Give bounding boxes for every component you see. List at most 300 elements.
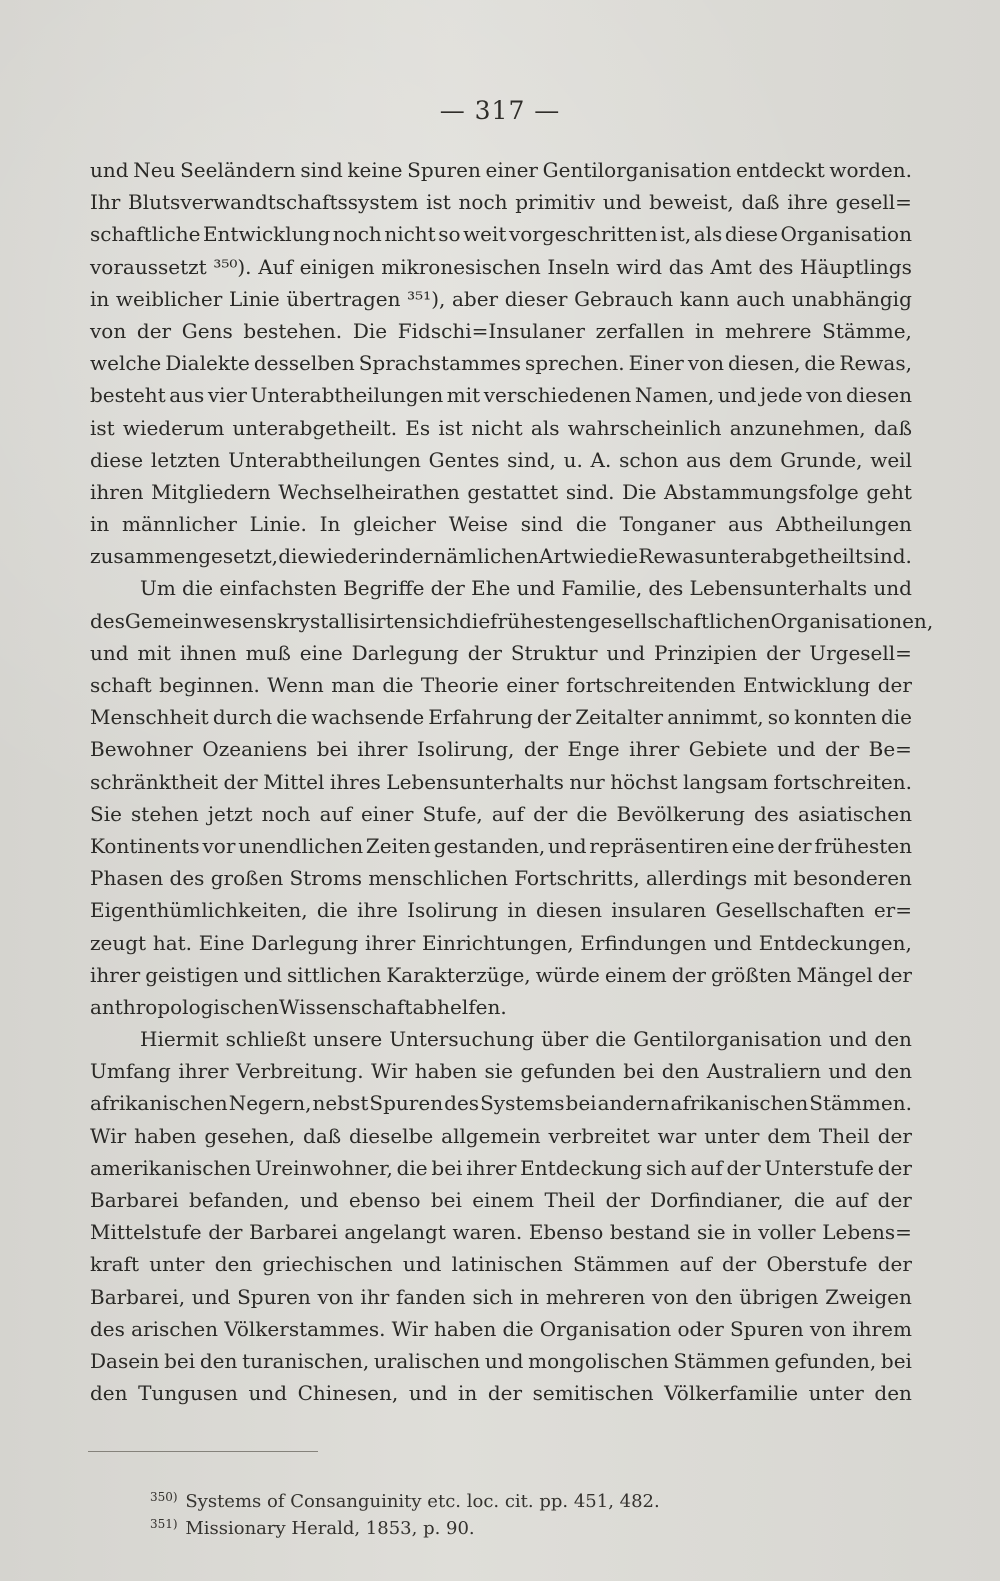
word: Lebensunterhalts — [689, 576, 868, 601]
text-line — [90, 862, 912, 894]
word: gestattet — [467, 479, 559, 504]
word: Auf — [258, 254, 293, 279]
word: der — [877, 673, 912, 697]
word: gestanden, — [433, 833, 546, 858]
word: eine — [731, 833, 775, 858]
word: unterabgetheilt — [704, 544, 863, 569]
word: Systems — [480, 1091, 565, 1116]
word: sind. — [565, 479, 615, 504]
word: Mittel — [263, 769, 325, 794]
word: der — [722, 1252, 757, 1277]
text-line — [90, 927, 912, 959]
word: als — [693, 222, 723, 247]
word: und — [873, 576, 912, 601]
word: unterabgetheilt. — [232, 415, 398, 440]
word: Lebensunterhalts — [386, 769, 564, 794]
word: auf — [491, 801, 525, 826]
footnotes — [150, 1484, 870, 1538]
word: sind. — [863, 544, 912, 569]
word: Wissenschaft — [278, 994, 413, 1019]
word: des — [444, 1091, 480, 1116]
word: Hiermit — [140, 1027, 219, 1052]
word: Unterstufe — [764, 1155, 874, 1180]
word: sittlichen — [287, 962, 382, 987]
word: Enge — [567, 737, 620, 762]
text-line — [90, 1313, 912, 1345]
word: Linie. — [249, 512, 307, 537]
word: des — [90, 1316, 125, 1341]
word: Eigenthümlichkeiten, — [90, 898, 308, 923]
word: männlicher — [122, 512, 237, 537]
text-line — [90, 637, 912, 669]
word: die — [793, 1188, 825, 1212]
word: der — [430, 576, 465, 601]
word: Fidschi=Insulaner — [397, 318, 585, 343]
word: der — [398, 544, 434, 569]
word: u. — [563, 447, 583, 472]
text-line — [90, 766, 912, 798]
text-line — [90, 540, 912, 572]
word: und — [548, 833, 587, 858]
word: uralischen — [373, 1348, 481, 1373]
word: frühesten — [490, 608, 588, 633]
word: der — [824, 737, 860, 762]
word: höchst — [610, 769, 678, 794]
word: diesen, — [728, 351, 801, 376]
word: in — [507, 898, 527, 923]
word: Struktur — [510, 640, 598, 665]
word: der — [523, 737, 559, 762]
word: Mitgliedern — [151, 479, 271, 504]
word: vier — [207, 383, 247, 408]
word: gesehen, — [204, 1123, 296, 1148]
word: der — [223, 769, 258, 794]
word: der — [777, 833, 812, 858]
word: aus — [686, 447, 722, 472]
word: der — [536, 705, 572, 730]
word: auf — [690, 1155, 723, 1180]
word: Gentilorganisation — [633, 1027, 822, 1052]
word: jetzt — [207, 801, 253, 826]
word: Stämme, — [822, 318, 912, 343]
word: und — [516, 576, 556, 601]
text-line — [90, 991, 912, 1023]
word: bei — [431, 1155, 463, 1180]
text-line — [90, 1120, 912, 1152]
word: einer — [506, 673, 559, 697]
word: von — [651, 1284, 689, 1309]
word: von — [687, 351, 725, 376]
word: sind, — [507, 447, 556, 472]
word: mit — [753, 866, 787, 891]
footnote-text: Systems of Consanguinity etc. loc. cit. pp. 451, 482. — [185, 1491, 660, 1512]
word: Gesellschaften — [715, 898, 865, 923]
text-line — [90, 669, 912, 701]
word: der — [467, 640, 502, 665]
text-line — [90, 154, 912, 186]
text-line — [90, 733, 912, 765]
word: fortschreitenden — [566, 673, 736, 697]
word: wieder — [309, 544, 380, 569]
word: beginnen. — [159, 673, 260, 697]
text-line — [90, 1055, 912, 1087]
word: Dialekte — [165, 351, 250, 376]
footnote-350 — [150, 1484, 870, 1511]
word: mehreren — [545, 1284, 646, 1309]
word: die — [316, 898, 348, 923]
word: Barbarei, — [90, 1284, 186, 1309]
word: der — [877, 1188, 912, 1212]
word: Die — [622, 479, 657, 504]
word: von — [806, 383, 843, 408]
word: Spuren — [237, 1284, 311, 1309]
word: haben — [434, 1316, 497, 1341]
word: die — [595, 1027, 627, 1052]
word: den — [214, 1252, 253, 1277]
word: sie — [697, 1220, 726, 1245]
word: bei — [316, 737, 348, 762]
word: kraft — [90, 1252, 140, 1277]
word: Verbreitung. — [236, 1059, 364, 1084]
word: Theil — [544, 1188, 596, 1212]
word: Um — [140, 576, 176, 601]
word: Darlegung — [351, 640, 459, 665]
word: Einer — [628, 351, 684, 376]
word: und — [484, 1348, 524, 1373]
word: letzten — [150, 447, 221, 472]
word: Chinesen, — [297, 1381, 399, 1406]
text-line — [90, 251, 912, 283]
word: der — [487, 1381, 523, 1406]
word: des — [169, 866, 205, 891]
word: dem — [728, 447, 773, 472]
word: menschlichen — [368, 866, 508, 891]
text-line — [90, 379, 912, 411]
word: sind — [520, 512, 564, 537]
text-line — [90, 476, 912, 508]
word: vor — [202, 833, 236, 858]
word: und — [90, 640, 129, 665]
word: Entwicklung — [202, 222, 331, 247]
word: ist — [426, 190, 451, 215]
word: Theil — [818, 1123, 870, 1148]
word: so — [438, 222, 461, 247]
text-line — [90, 1184, 912, 1216]
word: turanischen, — [242, 1348, 370, 1373]
word: Isolirung — [407, 898, 499, 923]
word: das — [668, 254, 704, 279]
word: daß — [303, 1123, 342, 1148]
word: afrikanischen — [90, 1091, 228, 1116]
word: bestehen. — [243, 318, 343, 343]
word: Gentes — [428, 447, 500, 472]
text-line — [90, 1345, 912, 1377]
word: dem — [767, 1123, 811, 1148]
word: Es — [405, 415, 431, 440]
word: Rewas, — [839, 351, 912, 376]
word: aus — [169, 383, 205, 408]
word: die — [382, 673, 414, 697]
word: Be= — [868, 737, 912, 762]
word: Weise — [448, 512, 508, 537]
word: jede — [759, 383, 803, 408]
word: In — [319, 512, 341, 537]
text-line — [90, 186, 912, 218]
footnote-text: Missionary Herald, 1853, p. 90. — [185, 1518, 475, 1539]
word: Organisation — [780, 222, 912, 247]
word: mit — [137, 640, 171, 665]
word: über — [541, 1027, 589, 1052]
word: so — [767, 705, 791, 730]
word: Zweigen — [825, 1284, 912, 1309]
word: und — [90, 158, 129, 182]
word: und — [606, 640, 646, 665]
word: unter — [149, 1252, 205, 1277]
word: Ihr — [90, 190, 121, 215]
word: bei — [430, 1188, 462, 1212]
word: schließt — [225, 1027, 306, 1052]
word: schaft — [90, 673, 152, 697]
word: Theorie — [420, 673, 499, 697]
word: Barbarei — [249, 1220, 338, 1245]
word: weit — [463, 222, 507, 247]
word: übertragen — [286, 286, 401, 311]
word: der — [766, 640, 801, 665]
footnote-divider — [88, 1451, 318, 1452]
word: in — [695, 318, 715, 343]
word: allerdings — [645, 866, 748, 891]
word: befanden, — [189, 1188, 290, 1212]
text-line — [90, 572, 912, 604]
word: Gentilorganisation — [542, 158, 732, 182]
word: und — [602, 190, 642, 215]
word: mit — [446, 383, 481, 408]
text-line — [90, 605, 934, 637]
word: aber — [451, 286, 499, 311]
word: Unterabtheilungen — [228, 447, 421, 472]
word: geistigen — [145, 962, 239, 987]
word: auf — [319, 801, 352, 826]
word: insularen — [611, 898, 707, 923]
word: Untersuchung — [389, 1027, 535, 1052]
word: und — [402, 1252, 442, 1277]
word: Neu — [133, 158, 176, 182]
word: sie — [484, 1059, 513, 1084]
word: ihrer — [357, 737, 408, 762]
word: angelangt — [344, 1220, 446, 1245]
word: Abstammungsfolge — [664, 479, 859, 504]
word: Spuren — [407, 158, 481, 182]
word: einem — [472, 1188, 535, 1212]
word: den — [199, 1348, 238, 1373]
word: sich — [418, 608, 460, 633]
word: sind — [300, 158, 343, 182]
word: Gens — [181, 318, 233, 343]
word: der — [877, 1155, 912, 1180]
word: Organisationen, — [770, 608, 934, 633]
word: gleicher — [353, 512, 436, 537]
text-line — [90, 1281, 912, 1313]
word: unter — [808, 1381, 864, 1406]
word: Inseln — [547, 254, 610, 279]
word: der — [877, 1123, 912, 1148]
word: nämlichen — [433, 544, 539, 569]
footnote-351 — [150, 1511, 870, 1538]
word: und — [828, 1059, 867, 1084]
word: fortschreiten. — [773, 769, 912, 794]
word: andern — [597, 1091, 670, 1116]
word: die — [278, 544, 310, 569]
word: daß — [873, 415, 912, 440]
word: Australiern — [706, 1059, 821, 1084]
word: bei — [623, 1059, 655, 1084]
word: Amt — [710, 254, 752, 279]
word: besonderen — [793, 866, 912, 891]
word: gefunden — [520, 1059, 616, 1084]
word: Blutsverwandtschaftssystem — [128, 190, 419, 215]
word: Prinzipien — [654, 640, 758, 665]
text-line — [90, 283, 912, 315]
word: bei — [164, 1348, 196, 1373]
word: die — [804, 351, 836, 376]
word: Ureinwohner, — [254, 1155, 393, 1180]
word: wie — [571, 544, 607, 569]
word: ihre — [787, 190, 828, 215]
word: durch — [212, 705, 273, 730]
word: wachsende — [311, 705, 425, 730]
word: den — [874, 1381, 912, 1406]
word: Dasein — [90, 1348, 160, 1373]
word: besteht — [90, 383, 166, 408]
word: Zeiten — [365, 833, 431, 858]
word: der — [671, 962, 706, 987]
word: oder — [677, 1316, 724, 1341]
word: der — [605, 1188, 640, 1212]
word: ³⁵¹), — [407, 286, 446, 311]
word: Dorfindianer, — [650, 1188, 784, 1212]
word: amerikanischen — [90, 1155, 252, 1180]
word: krystallisirten — [277, 608, 419, 633]
word: Linie — [228, 286, 280, 311]
main-text-block — [90, 154, 934, 1409]
word: wird — [616, 254, 663, 279]
word: Negern, — [228, 1091, 312, 1116]
word: Stroms — [289, 866, 363, 891]
word: einer — [485, 158, 538, 182]
text-line — [90, 701, 912, 733]
word: mongolischen — [528, 1348, 669, 1373]
word: auch — [736, 286, 786, 311]
word: bestand — [609, 1220, 691, 1245]
word: gesellschaftlichen — [587, 608, 771, 633]
word: zusammengesetzt, — [90, 544, 278, 569]
word: Stufe, — [422, 801, 483, 826]
word: Rewas — [638, 544, 705, 569]
word: bei — [880, 1348, 912, 1373]
word: asiatischen — [797, 801, 912, 826]
word: schränktheit — [90, 769, 219, 794]
word: Spuren — [729, 1316, 804, 1341]
word: voller — [758, 1220, 816, 1245]
text-line — [90, 1377, 912, 1409]
word: ihr — [360, 1284, 390, 1309]
word: Wechselheirathen — [278, 479, 460, 504]
word: muß — [245, 640, 291, 665]
text-line — [90, 798, 912, 830]
word: die — [576, 801, 608, 826]
word: Völkerfamilie — [664, 1381, 799, 1406]
word: verbreitet — [548, 1123, 650, 1148]
word: nicht — [471, 415, 523, 440]
word: von — [90, 318, 127, 343]
word: keine — [347, 158, 403, 182]
word: Entwicklung — [743, 673, 871, 697]
word: ihrer — [365, 930, 416, 955]
text-line — [90, 1216, 912, 1248]
text-line — [90, 508, 912, 540]
word: des — [758, 254, 794, 279]
word: abhelfen. — [412, 994, 507, 1019]
word: Gebrauch — [574, 286, 674, 311]
word: semitischen — [532, 1381, 654, 1406]
word: Bewohner — [90, 737, 193, 762]
word: Urgesell= — [809, 640, 912, 665]
word: auf — [835, 1188, 868, 1212]
word: afrikanischen — [670, 1091, 809, 1116]
word: Wir — [391, 1316, 428, 1341]
word: ist — [438, 415, 464, 440]
word: verschiedenen — [483, 383, 632, 408]
word: Wir — [371, 1059, 408, 1084]
text-line — [90, 1087, 912, 1119]
word: Eine — [198, 930, 245, 955]
word: die — [396, 1155, 428, 1180]
text-line — [90, 1248, 912, 1280]
word: arischen — [131, 1316, 219, 1341]
word: Unterabtheilungen — [250, 383, 444, 408]
word: in — [457, 1381, 478, 1406]
word: haben — [134, 1123, 197, 1148]
word: zerfallen — [595, 318, 685, 343]
word: und — [776, 737, 816, 762]
word: diese — [90, 447, 144, 472]
word: stehen — [131, 801, 199, 826]
word: Isolirung, — [416, 737, 515, 762]
word: und — [243, 962, 283, 987]
word: Grunde, — [780, 447, 863, 472]
word: Bevölkerung — [616, 801, 745, 826]
word: schon — [619, 447, 679, 472]
word: konnten — [794, 705, 877, 730]
word: wiederum — [122, 415, 225, 440]
word: unendlichen — [238, 833, 364, 858]
word: Tungusen — [138, 1381, 238, 1406]
word: repräsentiren — [589, 833, 729, 858]
footnote-mark: 351) — [150, 1517, 178, 1531]
word: und — [300, 1188, 339, 1212]
word: ihrer — [466, 1155, 517, 1180]
word: ist, — [660, 222, 692, 247]
word: schaftliche — [90, 222, 201, 247]
text-line — [90, 830, 912, 862]
word: Ozeaniens — [202, 737, 308, 762]
word: Art — [539, 544, 572, 569]
text-line — [90, 959, 912, 991]
word: Stämmen — [673, 1348, 770, 1373]
word: der — [208, 1220, 243, 1245]
word: latinischen — [451, 1252, 563, 1277]
word: langsam — [683, 769, 769, 794]
